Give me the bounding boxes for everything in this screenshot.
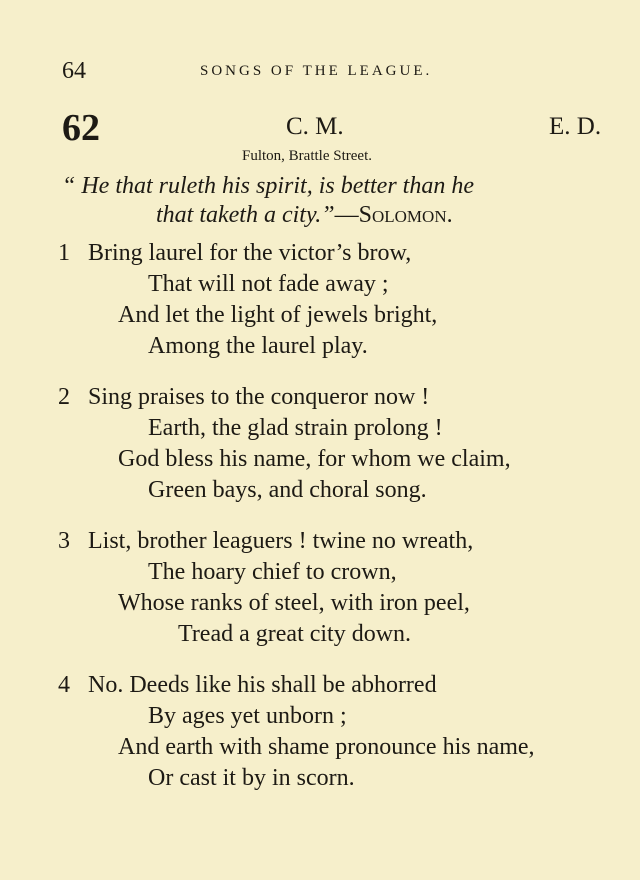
stanza-line: Green bays, and choral song. [148, 477, 427, 503]
stanza-line: The hoary chief to crown, [148, 559, 397, 585]
stanza-number: 4 [58, 672, 70, 698]
stanza-number: 1 [58, 240, 70, 266]
stanza-1 [58, 238, 628, 362]
stanza-line [58, 670, 628, 701]
epigraph [62, 172, 618, 230]
stanza-2 [58, 382, 628, 506]
stanza-line-text: Sing praises to the conqueror now ! [88, 384, 430, 410]
stanza-line [58, 382, 628, 413]
stanza-line: Earth, the glad strain prolong ! [148, 415, 443, 441]
page-number: 64 [62, 58, 86, 84]
hymn-verses [58, 238, 628, 814]
hymn-number: 62 [62, 107, 100, 149]
stanza-line: Or cast it by in scorn. [148, 765, 355, 791]
tune-name: Fulton, Brattle Street. [242, 148, 372, 164]
hymn-meter: C. M. [286, 113, 344, 140]
stanza-line [58, 238, 628, 269]
stanza-line: God bless his name, for whom we claim, [118, 446, 511, 472]
stanza-line: Among the laurel play. [148, 333, 368, 359]
stanza-line: Tread a great city down. [178, 621, 412, 647]
stanza-number: 2 [58, 384, 70, 410]
stanza-3 [58, 526, 628, 650]
stanza-line [58, 526, 628, 557]
epigraph-source: Solomon. [358, 202, 453, 228]
epigraph-line-2 [62, 201, 618, 230]
epigraph-line-1: “ He that ruleth his spirit, is better than he [62, 173, 474, 199]
running-title: SONGS OF THE LEAGUE. [200, 63, 433, 79]
stanza-line: And earth with shame pronounce his name, [118, 734, 535, 760]
stanza-line-text: Bring laurel for the victor’s brow, [88, 240, 412, 266]
tune-code: E. D. [549, 113, 602, 140]
stanza-4 [58, 670, 628, 794]
stanza-line: By ages yet unborn ; [148, 703, 347, 729]
stanza-line-text: List, brother leaguers ! twine no wreath, [88, 528, 474, 554]
stanza-line-text: No. Deeds like his shall be abhorred [88, 672, 437, 698]
stanza-number: 3 [58, 528, 70, 554]
stanza-line: That will not fade away ; [148, 271, 389, 297]
stanza-line: And let the light of jewels bright, [118, 302, 438, 328]
epigraph-dash: — [334, 202, 359, 228]
epigraph-line-2-text: that taketh a city.” [156, 202, 335, 228]
stanza-line: Whose ranks of steel, with iron peel, [118, 590, 470, 616]
